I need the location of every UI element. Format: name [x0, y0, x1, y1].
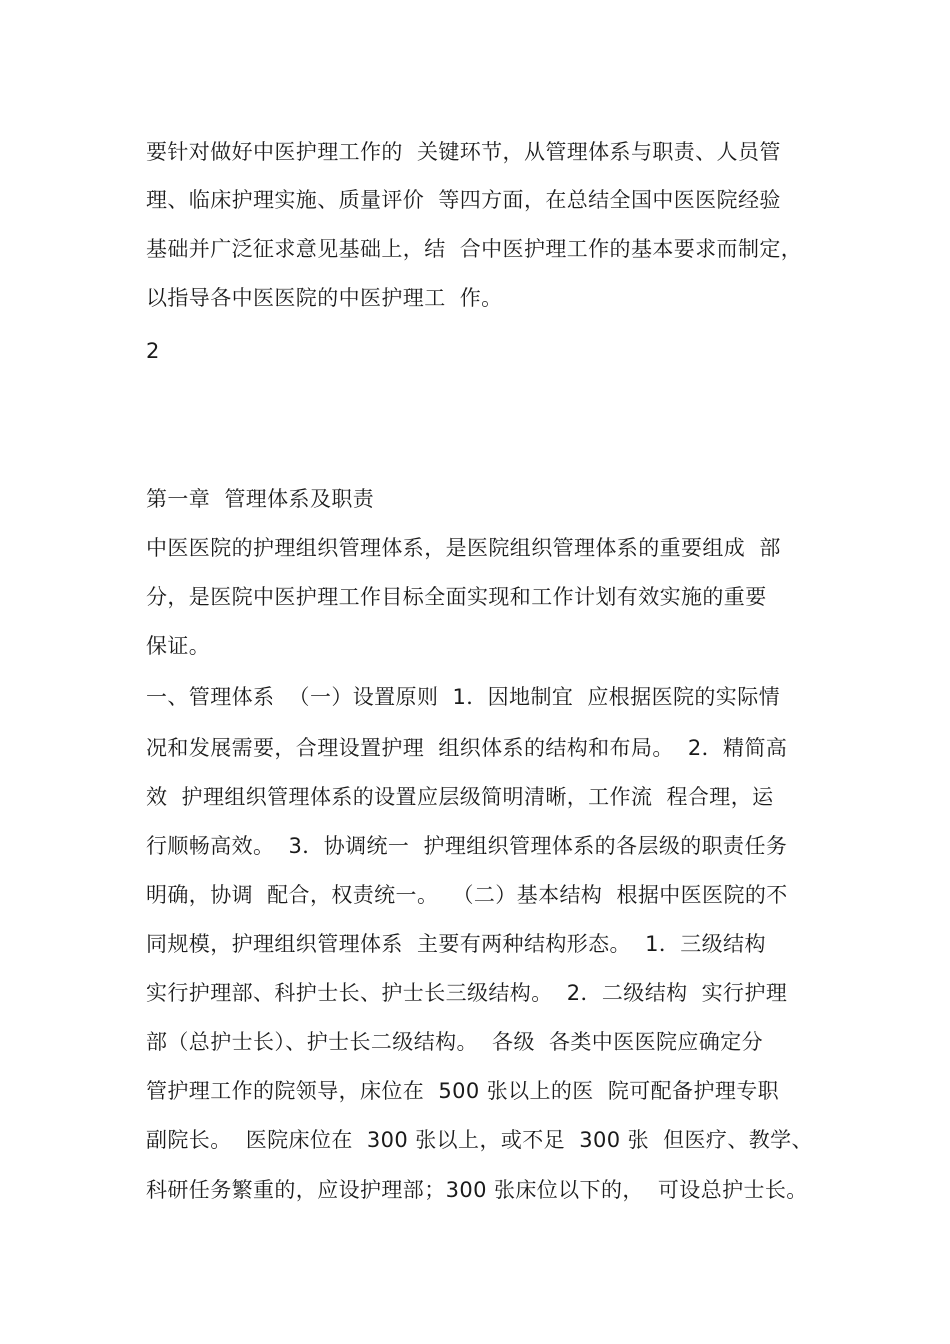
intro-line-2: 理、临床护理实施、质量评价 等四方面，在总结全国中医医院经验 — [146, 188, 781, 212]
body-line-11: 部（总护士长）、护士长二级结构。 各级 各类中医医院应确定分 — [146, 1030, 763, 1054]
intro-line-4: 以指导各中医医院的中医护理工 作。 — [146, 286, 503, 310]
body-line-9: 同规模，护理组织管理体系 主要有两种结构形态。 1．三级结构 — [146, 932, 766, 956]
body-line-1: 中医医院的护理组织管理体系，是医院组织管理体系的重要组成 部 — [146, 536, 781, 560]
chapter-title: 第一章 管理体系及职责 — [146, 487, 375, 511]
body-line-5: 况和发展需要，合理设置护理 组织体系的结构和布局。 2．精简高 — [146, 736, 788, 760]
intro-line-3: 基础并广泛征求意见基础上，结 合中医护理工作的基本要求而制定， — [146, 237, 803, 261]
body-line-4: 一、管理体系 （一）设置原则 1．因地制宜 应根据医院的实际情 — [146, 685, 781, 709]
body-line-12: 管护理工作的院领导，床位在 500 张以上的医 院可配备护理专职 — [146, 1079, 780, 1103]
page-number: 2 — [146, 339, 160, 363]
body-line-14: 科研任务繁重的，应设护理部；300 张床位以下的， 可设总护士长。 — [146, 1178, 808, 1202]
body-line-8: 明确，协调 配合，权责统一。 （二）基本结构 根据中医医院的不 — [146, 883, 788, 907]
intro-line-1: 要针对做好中医护理工作的 关键环节，从管理体系与职责、人员管 — [146, 140, 781, 164]
body-line-3: 保证。 — [146, 634, 211, 658]
body-line-7: 行顺畅高效。 3．协调统一 护理组织管理体系的各层级的职责任务 — [146, 834, 788, 858]
body-line-10: 实行护理部、科护士长、护士长三级结构。 2．二级结构 实行护理 — [146, 981, 788, 1005]
body-line-13: 副院长。 医院床位在 300 张以上，或不足 300 张 但医疗、教学、 — [146, 1128, 813, 1152]
body-line-6: 效 护理组织管理体系的设置应层级简明清晰，工作流 程合理，运 — [146, 785, 774, 809]
body-line-2: 分，是医院中医护理工作目标全面实现和工作计划有效实施的重要 — [146, 585, 767, 609]
